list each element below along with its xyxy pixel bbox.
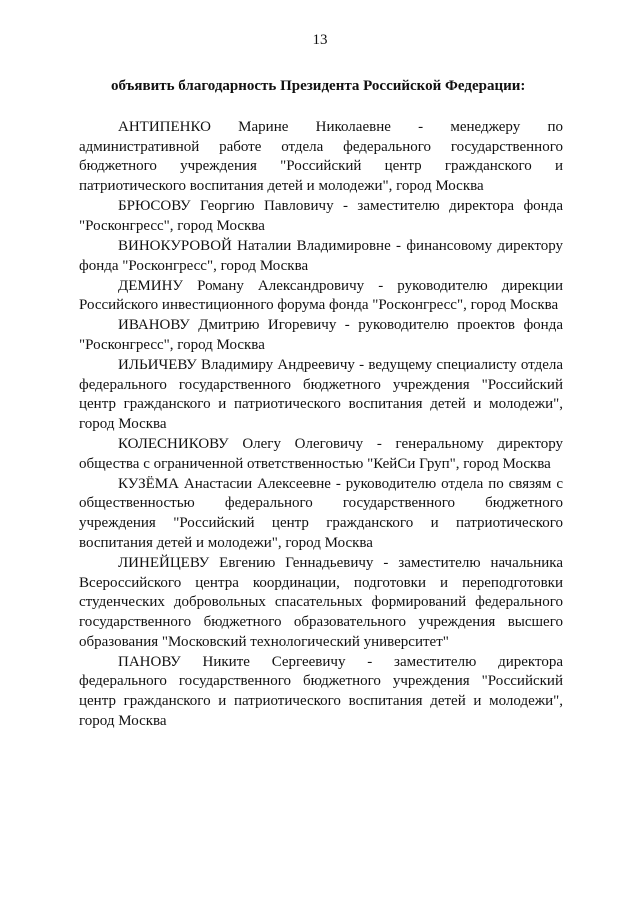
- award-entry: [79, 277, 563, 316]
- award-entry: [79, 316, 563, 355]
- award-entry-text: ВИНОКУРОВОЙ Наталии Владимировне - финансовому директору фонда "Росконгресс", город Москва: [79, 237, 563, 274]
- award-entry-text: КОЛЕСНИКОВУ Олегу Олеговичу - генеральному директору общества с ограниченной ответственностью "КейСи Груп", город Москва: [79, 436, 563, 472]
- award-entry-text: КУЗЁМА Анастасии Алексеевне - руководителю отдела по связям с общественностью федерального государственного бюджетного учреждения "Российский центр гражданского и патриотического воспитания детей и молодежи", город Москва: [79, 475, 563, 551]
- page-number: 13: [312, 32, 328, 48]
- award-entry-text: БРЮСОВУ Георгию Павловичу - заместителю директора фонда "Росконгресс", город Москва: [79, 198, 563, 234]
- award-entry-text: ЛИНЕЙЦЕВУ Евгению Геннадьевичу - заместителю начальника Всероссийского центра координации, подготовки и переподготовки студенческих добровольных спасательных формирований федерального государственного бюджетного образовательного учреждения высшего образования "Московский технологический университет": [79, 554, 563, 650]
- award-entry-text: АНТИПЕНКО Марине Николаевне - менеджеру по административной работе отдела федерального государственного бюджетного учреждения "Российский центр гражданского и патриотического воспитания детей и молодежи", город Москва: [79, 119, 563, 195]
- award-entry-text: ПАНОВУ Никите Сергеевичу - заместителю директора федерального государственного бюджетного учреждения "Российский центр гражданского и патриотического воспитания детей и молодежи", город Москва: [79, 653, 563, 729]
- award-entry: [79, 475, 563, 554]
- award-entry-text: ДЕМИНУ Роману Александровичу - руководителю дирекции Российского инвестиционного форума фонда "Росконгресс", город Москва: [79, 277, 563, 314]
- award-entry-text: ИЛЬИЧЕВУ Владимиру Андреевичу - ведущему специалисту отдела федерального государственного бюджетного учреждения "Российский центр гражданского и патриотического воспитания детей и молодежи", город Москва: [79, 356, 563, 433]
- document-heading: объявить благодарность Президента Российской Федерации:: [111, 78, 526, 94]
- award-list: [79, 118, 563, 731]
- award-entry: [79, 653, 563, 732]
- award-entry: [79, 435, 563, 474]
- award-entry-text: ИВАНОВУ Дмитрию Игоревичу - руководителю проектов фонда "Росконгресс", город Москва: [79, 317, 563, 353]
- award-entry: [79, 237, 563, 276]
- award-entry: [79, 554, 563, 653]
- award-entry: [79, 356, 563, 435]
- award-entry: [79, 197, 563, 236]
- award-entry: [79, 118, 563, 197]
